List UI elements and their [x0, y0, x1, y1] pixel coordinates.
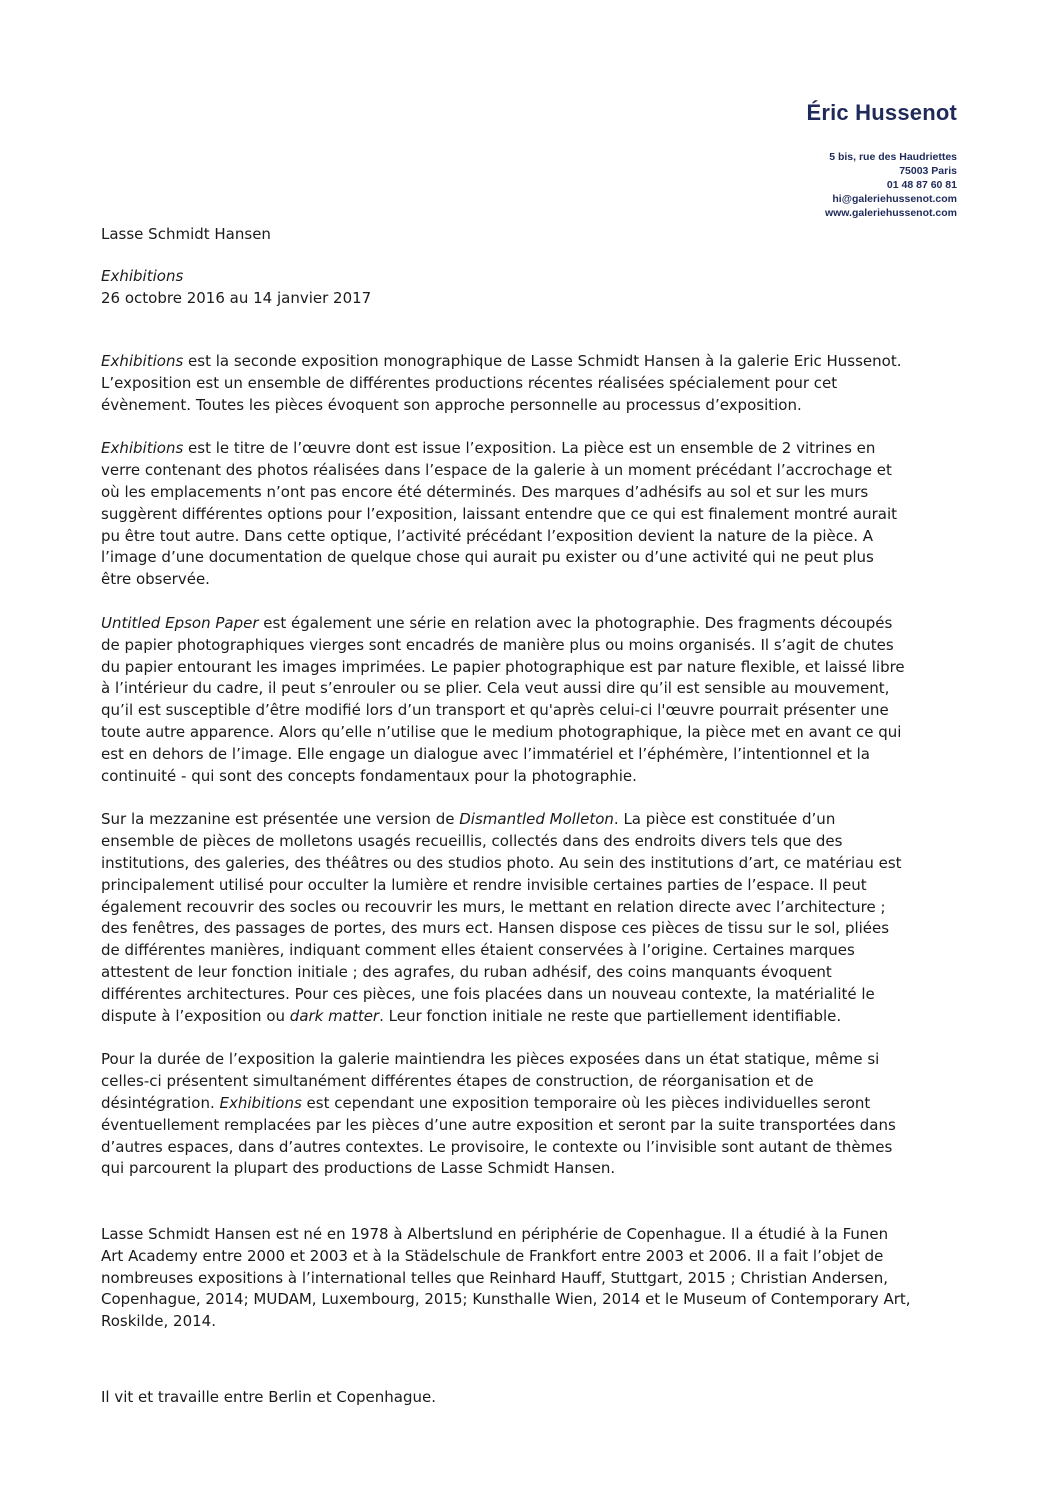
text-line: éventuellement remplacées par les pièces d’une autre exposition et seront par la suite transportées dans — [101, 1115, 896, 1134]
paragraph-intro — [101, 351, 971, 416]
text-line: où les emplacements n’ont pas encore été déterminés. Des marques d’adhésifs au sol et sur les murs — [101, 482, 869, 501]
work-title: Dismantled Molleton — [459, 810, 614, 829]
paragraph-exhibitions-work — [101, 438, 971, 591]
text-line: Art Academy entre 2000 et 2003 et à la Städelschule de Frankfort entre 2003 et 2006. Il a fait l’objet de — [101, 1246, 884, 1265]
paragraph-epson-paper — [101, 613, 971, 787]
text-line: Exhibitions est le titre de l’œuvre dont est issue l’exposition. La pièce est un ensemble de 2 vitrines en — [101, 439, 876, 458]
text-line: du papier entourant les images imprimées. Le papier photographique est par nature flexible, et laissé libre — [101, 657, 905, 676]
text-line: qu’il est susceptible d’être modifié lors d’un transport et qu'après celui-ci l'œuvre pourrait présenter une — [101, 701, 889, 720]
text-line: dispute à l’exposition ou dark matter. Leur fonction initiale ne reste que partiellement identifiable. — [101, 1006, 842, 1025]
paragraph-residence — [101, 1387, 971, 1409]
paragraph-dismantled-molleton — [101, 809, 971, 1027]
work-title: Exhibitions — [101, 439, 184, 458]
exhibition-dates: 26 octobre 2016 au 14 janvier 2017 — [101, 289, 372, 307]
gallery-letterhead-name: Éric Hussenot — [806, 100, 957, 125]
paragraph-biography — [101, 1224, 971, 1333]
text-line: de papier photographiques vierges sont encadrés de manière plus ou moins organisés. Il s’agit de chutes — [101, 635, 894, 654]
work-title: Exhibitions — [101, 352, 184, 370]
address-street: 5 bis, rue des Haudriettes — [829, 151, 957, 163]
text-line: Untitled Epson Paper est également une série en relation avec la photographie. Des fragments découpés — [101, 613, 893, 632]
text-line: Sur la mezzanine est présentée une version de Dismantled Molleton. La pièce est constituée d’un — [101, 810, 836, 829]
text-line: de différentes manières, indiquant comment elles étaient conservées à l’origine. Certaines marques — [101, 941, 855, 960]
press-release-body — [101, 351, 971, 1431]
gallery-address-block — [825, 150, 957, 220]
text-line: qui parcourent la plupart des productions de Lasse Schmidt Hansen. — [101, 1159, 616, 1178]
text-line: désintégration. Exhibitions est cependant une exposition temporaire où les pièces individuelles seront — [101, 1093, 871, 1112]
address-phone[interactable]: 01 48 87 60 81 — [886, 179, 957, 191]
text-line: à l’intérieur du cadre, il peut s’enrouler ou se plier. Cela veut aussi dire qu’il est sensible au mouvement, — [101, 679, 890, 698]
text-line: Pour la durée de l’exposition la galerie maintiendra les pièces exposées dans un état statique, même si — [101, 1050, 880, 1069]
text-line: pu être tout autre. Dans cette optique, l’activité précédant l’exposition devient la nature de la pièce. A — [101, 526, 874, 545]
text-line: attestent de leur fonction initiale ; des agrafes, du ruban adhésif, des coins manquants évoquent — [101, 962, 832, 981]
text-line: est en dehors de l’image. Elle engage un dialogue avec l’immatériel et l’éphémère, l’intentionnel et la — [101, 744, 870, 763]
work-title: dark matter — [289, 1006, 380, 1025]
text-line: différentes architectures. Pour ces pièces, une fois placées dans un nouveau contexte, la matérialité le — [101, 984, 875, 1003]
address-email[interactable]: hi@galeriehussenot.com — [832, 193, 957, 205]
paragraph-duration — [101, 1049, 971, 1180]
text-line: principalement utilisé pour occulter la lumière et rendre invisible certaines parties de l’espace. Il peut — [101, 875, 867, 894]
text-line: Roskilde, 2014. — [101, 1312, 216, 1331]
artist-name: Lasse Schmidt Hansen — [101, 225, 271, 243]
address-city: 75003 Paris — [899, 165, 957, 177]
text-line: Il vit et travaille entre Berlin et Copenhague. — [101, 1388, 436, 1407]
text-line: L’exposition est un ensemble de différentes productions récentes réalisées spécialement pour cet — [101, 373, 838, 392]
exhibition-title: Exhibitions — [101, 267, 184, 285]
text-line: ensemble de pièces de molletons usagés recueillis, collectés dans des endroits divers tels que des — [101, 832, 843, 851]
text-line: nombreuses expositions à l’international telles que Reinhard Hauff, Stuttgart, 2015 ; Christian Andersen, — [101, 1268, 889, 1287]
text-line: toute autre apparence. Alors qu’elle n’utilise que le medium photographique, la pièce met en avant ce qui — [101, 722, 902, 741]
text-line: Exhibitions est la seconde exposition monographique de Lasse Schmidt Hansen à la galerie Eric Hussenot. — [101, 352, 902, 370]
text-line: suggèrent différentes options pour l’exposition, laissant entendre que ce qui est finalement montré aurait — [101, 504, 898, 523]
text-line: également recouvrir des socles ou recouvrir les murs, le mettant en relation directe avec l’architecture ; — [101, 897, 886, 916]
text-line: Copenhague, 2014; MUDAM, Luxembourg, 2015; Kunsthalle Wien, 2014 et le Museum of Contemporary Art, — [101, 1290, 911, 1309]
text-line: être observée. — [101, 570, 210, 589]
text-line: l’image d’une documentation de quelque chose qui aurait pu exister ou d’une activité qui ne peut plus — [101, 548, 874, 567]
text-line: des fenêtres, des passages de portes, des murs ect. Hansen dispose ces pièces de tissu sur le sol, pliées — [101, 919, 890, 938]
text-line: continuité - qui sont des concepts fondamentaux pour la photographie. — [101, 766, 637, 785]
exhibition-info — [101, 265, 371, 309]
text-line: verre contenant des photos réalisées dans l’espace de la galerie à un moment précédant l’accrochage et — [101, 461, 892, 480]
address-website[interactable]: www.galeriehussenot.com — [824, 207, 957, 219]
text-line: d’autres espaces, dans d’autres contextes. Le provisoire, le contexte ou l’invisible sont autant de thèmes — [101, 1137, 893, 1156]
text-line: évènement. Toutes les pièces évoquent son approche personnelle au processus d’exposition. — [101, 395, 802, 414]
text-line: Lasse Schmidt Hansen est né en 1978 à Albertslund en périphérie de Copenhague. Il a étudié à la Funen — [101, 1225, 889, 1244]
work-title: Untitled Epson Paper — [101, 613, 259, 632]
text-line: institutions, des galeries, des théâtres ou des studios photo. Au sein des institutions d’art, ce matériau est — [101, 853, 902, 872]
text-line: celles-ci présentent simultanément différentes étapes de construction, de réorganisation et de — [101, 1072, 814, 1091]
work-title: Exhibitions — [219, 1093, 302, 1112]
